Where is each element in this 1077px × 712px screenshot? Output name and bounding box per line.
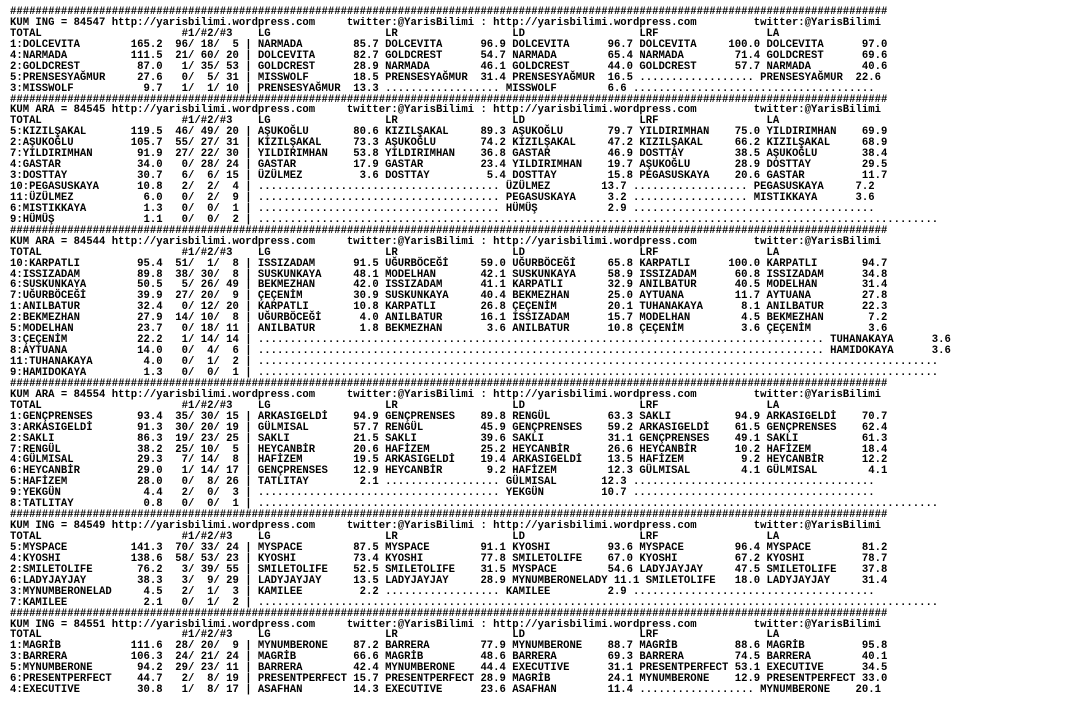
result-row: 3:DOSTTAY 30.7 6/ 6/ 15 | ÜZÜLMEZ 3.6 DOSTTAY 5.4 DOSTTAY 15.8 PEGASUSKAYA 20.6 GASTAR 11.7 [10,170,888,183]
result-row: 2:SMILETOLIFE 76.2 3/ 39/ 55 | SMILETOLIFE 52.5 SMILETOLIFE 31.5 MYSPACE 54.6 LADYJAYJAY 47.5 SMILETOLIFE 37.8 [10,563,888,576]
separator-line: ########################################################################################################################################## [10,377,888,390]
result-row: 3:MISSWOLF 9.7 1/ 1/ 10 | PRENSESYAĞMUR 13.3 .................. MISSWOLF 6.6 ...................................... [10,82,875,95]
result-row: 3:MYNUMBERONELAD 4.5 2/ 1/ 3 | KAMILEE 2.2 .................. KAMILEE 2.9 ...................................... [10,585,875,598]
race-header: KUM ARA = 84544 http://yarisbilimi.wordpress.com twitter:@YarisBilimi : http://yarisbilimi.wordpress.com twitter:@YarisBilimi [10,235,881,248]
result-row: 2:GOLDCREST 87.0 1/ 35/ 53 | GOLDCREST 28.9 NARMADA 46.1 GOLDCREST 44.0 GOLDCREST 57.7 NARMADA 40.6 [10,60,888,73]
race-header: KUM ING = 84551 http://yarisbilimi.wordpress.com twitter:@YarisBilimi : http://yarisbilimi.wordpress.com twitter:@YarisBilimi [10,618,881,631]
race-header: KUM ARA = 84545 http://yarisbilimi.wordpress.com twitter:@YarisBilimi : http://yarisbilimi.wordpress.com twitter:@YarisBilimi [10,104,881,117]
column-header: TOTAL #1/#2/#3 LG LR LD LRF LA [10,531,780,543]
separator-line: ########################################################################################################################################## [10,6,888,18]
result-row: 6:MISTIKKAYA 1.3 0/ 0/ 1 | ...................................... HÜMÜŞ 2.9 ...................................... [10,202,875,215]
separator-line: ########################################################################################################################################## [10,509,888,522]
result-row: 1:MAGRİB 111.6 28/ 20/ 9 | MYNUMBERONE 87.2 BARRERA 77.9 MYNUMBERONE 88.7 MAGRİB 88.6 MAGRİB 95.8 [10,640,888,653]
result-row: 10:KARPATLI 95.4 51/ 1/ 8 | ISSIZADAM 91.5 UĞURBÖCEĞİ 59.0 UĞURBÖCEĞİ 65.8 KARPATLI 100.0 KARPATLI 94.7 [10,257,888,270]
result-row: 9:HAMIDOKAYA 1.3 0/ 0/ 1 | ........................................................................................................... [10,366,939,379]
column-header: TOTAL #1/#2/#3 LG LR LD LRF LA [10,246,780,259]
result-row: 2:BEKMEZHAN 27.9 14/ 10/ 8 | UĞURBÖCEĞİ 4.0 ANILBATUR 16.1 ISSIZADAM 15.7 MODELHAN 4.5 BEKMEZHAN 7.2 [10,312,888,325]
result-row: 5:PRENSESYAĞMUR 27.6 0/ 5/ 31 | MISSWOLF 18.5 PRENSESYAĞMUR 31.4 PRENSESYAĞMUR 16.5 .................. PRENSESYAĞMUR 22.6 [10,71,881,84]
result-row: 6:HEYCANBİR 29.0 1/ 14/ 17 | GENÇPRENSES 12.9 HEYCANBİR 9.2 HAFİZEM 12.3 GÜLMISAL 4.1 GÜLMISAL 4.1 [10,465,888,478]
result-row: 6:PRESENTPERFECT 44.7 2/ 8/ 19 | PRESENTPERFECT 15.7 PRESENTPERFECT 28.9 MAGRİB 24.1 MYNUMBERONE 12.9 PRESENTPERFECT 33.0 [10,673,888,686]
result-row: 5:MYSPACE 141.3 70/ 33/ 24 | MYSPACE 87.5 MYSPACE 91.1 KYOSHI 93.6 MYSPACE 96.4 MYSPACE 81.2 [10,541,888,554]
result-row: 7:RENGÜL 38.2 25/ 10/ 5 | HEYCANBİR 20.6 HAFİZEM 25.2 HEYCANBİR 26.6 HEYCANBİR 10.2 HAFİZEM 18.4 [10,443,888,456]
result-row: 7:YILDIRIMHAN 91.9 27/ 22/ 30 | YILDIRIMHAN 53.8 YILDIRIMHAN 36.8 GASTAR 46.9 DOSTTAY 38.5 AŞUKOĞLU 38.4 [10,148,888,161]
result-row: 4:GÜLMISAL 29.3 7/ 14/ 8 | HAFİZEM 19.5 ARKASIGELDİ 19.4 ARKASIGELDİ 13.5 HAFİZEM 9.2 HEYCANBİR 12.2 [10,454,888,467]
race-section [10,379,951,510]
column-header: TOTAL #1/#2/#3 LG LR LD LRF LA [10,115,780,128]
result-row: 1:GENÇPRENSES 93.4 35/ 30/ 15 | ARKASIGELDİ 94.9 GENÇPRENSES 89.8 RENGÜL 63.3 SAKLI 94.9 ARKASIGELDİ 70.7 [10,410,888,423]
result-row: 1:DOLCEVITA 165.2 96/ 18/ 5 | NARMADA 85.7 DOLCEVITA 96.9 DOLCEVITA 96.7 DOLCEVITA 100.0 DOLCEVITA 97.0 [10,38,888,51]
result-row: 2:SAKLI 86.3 19/ 23/ 25 | SAKLI 21.5 SAKLI 39.6 SAKLI 31.1 GENÇPRENSES 49.1 SAKLI 61.3 [10,432,888,445]
result-row: 9:YEKGÜN 4.4 2/ 0/ 3 | ...................................... YEKGÜN 10.7 ...................................... [10,487,875,500]
result-row: 4:GASTAR 34.0 0/ 28/ 24 | GASTAR 17.9 GASTAR 23.4 YILDIRIMHAN 19.7 AŞUKOĞLU 28.9 DOSTTAY 29.5 [10,159,888,172]
result-row: 3:ÇEÇENİM 22.2 1/ 14/ 14 | ......................................................................................... TUHANAKAYA 3.6 [10,334,951,347]
result-row: 4:NARMADA 111.5 21/ 60/ 20 | DOLCEVITA 82.7 GOLDCREST 54.7 NARMADA 65.4 NARMADA 71.4 GOLDCREST 69.6 [10,49,888,62]
race-header: KUM ING = 84549 http://yarisbilimi.wordpress.com twitter:@YarisBilimi : http://yarisbilimi.wordpress.com twitter:@YarisBilimi [10,520,881,533]
column-header: TOTAL #1/#2/#3 LG LR LD LRF LA [10,27,780,40]
result-row: 5:MODELHAN 23.7 0/ 18/ 11 | ANILBATUR 1.8 BEKMEZHAN 3.6 ANILBATUR 10.8 ÇEÇENİM 3.6 ÇEÇENİM 3.6 [10,323,888,336]
result-row: 4:KYOSHI 138.6 58/ 53/ 23 | KYOSHI 73.4 KYOSHI 77.8 SMILETOLIFE 67.0 KYOSHI 67.2 KYOSHI 78.7 [10,552,888,565]
result-row: 3:ARKASIGELDİ 91.3 30/ 20/ 19 | GÜLMISAL 57.7 RENGÜL 45.9 GENÇPRENSES 59.2 ARKASIGELDİ 61.5 GENÇPRENSES 62.4 [10,421,888,434]
result-row: 5:HAFİZEM 28.0 0/ 8/ 26 | TATLITAY 2.1 .................. GÜLMISAL 12.3 ...................................... [10,476,875,489]
separator-line: ########################################################################################################################################## [10,224,888,237]
result-row: 2:AŞUKOĞLU 105.7 55/ 27/ 31 | KIZILŞAKAL 73.3 AŞUKOĞLU 74.2 KIZILŞAKAL 47.2 KIZILŞAKAL 66.2 KIZILŞAKAL 68.9 [10,137,888,150]
race-section [10,95,951,226]
result-row: 8:TATLITAY 0.8 0/ 0/ 1 | ........................................................................................................... [10,498,939,511]
result-row: 8:AYTUANA 14.0 0/ 4/ 6 | ......................................................................................... HAMIDOKAYA 3.6 [10,345,951,358]
separator-line: ########################################################################################################################################## [10,93,888,106]
column-header: TOTAL #1/#2/#3 LG LR LD LRF LA [10,399,780,412]
result-row: 7:KAMILEE 2.1 0/ 1/ 2 | ........................................................................................................... [10,596,939,609]
race-section [10,7,951,95]
race-section [10,609,951,697]
column-header: TOTAL #1/#2/#3 LG LR LD LRF LA [10,629,780,642]
result-row: 9:HÜMÜŞ 1.1 0/ 0/ 2 | ........................................................................................................... [10,213,939,226]
result-row: 1:ANILBATUR 32.4 0/ 12/ 20 | KARPATLI 10.8 KARPATLI 26.8 ÇEÇENİM 20.1 TUHANAKAYA 8.1 ANILBATUR 22.3 [10,301,888,314]
result-row: 7:UĞURBÖCEĞİ 39.9 27/ 20/ 9 | ÇEÇENİM 30.9 SUSKUNKAYA 40.4 BEKMEZHAN 25.0 AYTUANA 11.7 AYTUANA 27.8 [10,290,888,303]
race-section [10,226,951,379]
race-statistics-document [10,7,951,696]
result-row: 3:BARRERA 106.3 24/ 21/ 24 | MAGRİB 66.6 MAGRİB 48.6 BARRERA 69.3 BARRERA 74.5 BARRERA 40.1 [10,651,888,664]
result-row: 11:ÜZÜLMEZ 6.0 0/ 2/ 9 | ...................................... PEGASUSKAYA 3.2 .................. MISTIKKAYA 3.6 [10,191,875,204]
separator-line: ########################################################################################################################################## [10,607,888,620]
result-row: 10:PEGASUSKAYA 10.8 2/ 2/ 4 | ...................................... ÜZÜLMEZ 13.7 .................. PEGASUSKAYA 7.2 [10,181,875,193]
result-row: 5:MYNUMBERONE 94.2 29/ 23/ 11 | BARRERA 42.4 MYNUMBERONE 44.4 EXECUTIVE 31.1 PRESENTPERFECT 53.1 EXECUTIVE 34.5 [10,662,888,675]
race-header: KUM ARA = 84554 http://yarisbilimi.wordpress.com twitter:@YarisBilimi : http://yarisbilimi.wordpress.com twitter:@YarisBilimi [10,388,881,401]
result-row: 5:KIZILŞAKAL 119.5 46/ 49/ 20 | AŞUKOĞLU 80.6 KIZILŞAKAL 89.3 AŞUKOĞLU 79.7 YILDIRIMHAN 75.0 YILDIRIMHAN 69.9 [10,126,888,139]
result-row: 4:ISSIZADAM 89.8 38/ 30/ 8 | SUSKUNKAYA 48.1 MODELHAN 42.1 SUSKUNKAYA 58.9 ISSIZADAM 60.8 ISSIZADAM 34.8 [10,268,888,281]
result-row: 11:TUHANAKAYA 4.0 0/ 1/ 2 | ........................................................................................................... [10,356,939,368]
race-section [10,510,951,608]
result-row: 4:EXECUTIVE 30.8 1/ 8/ 17 | ASAFHAN 14.3 EXECUTIVE 23.6 ASAFHAN 11.4 .................. MYNUMBERONE 20.1 [10,684,881,697]
race-header: KUM ING = 84547 http://yarisbilimi.wordpress.com twitter:@YarisBilimi : http://yarisbilimi.wordpress.com twitter:@YarisBilimi [10,16,881,29]
result-row: 6:LADYJAYJAY 38.3 3/ 9/ 29 | LADYJAYJAY 13.5 LADYJAYJAY 28.9 MYNUMBERONELADY 11.1 SMILETOLIFE 18.0 LADYJAYJAY 31.4 [10,574,888,587]
result-row: 6:SUSKUNKAYA 50.5 5/ 26/ 49 | BEKMEZHAN 42.0 ISSIZADAM 41.1 KARPATLI 32.9 ANILBATUR 40.5 MODELHAN 31.4 [10,279,888,292]
